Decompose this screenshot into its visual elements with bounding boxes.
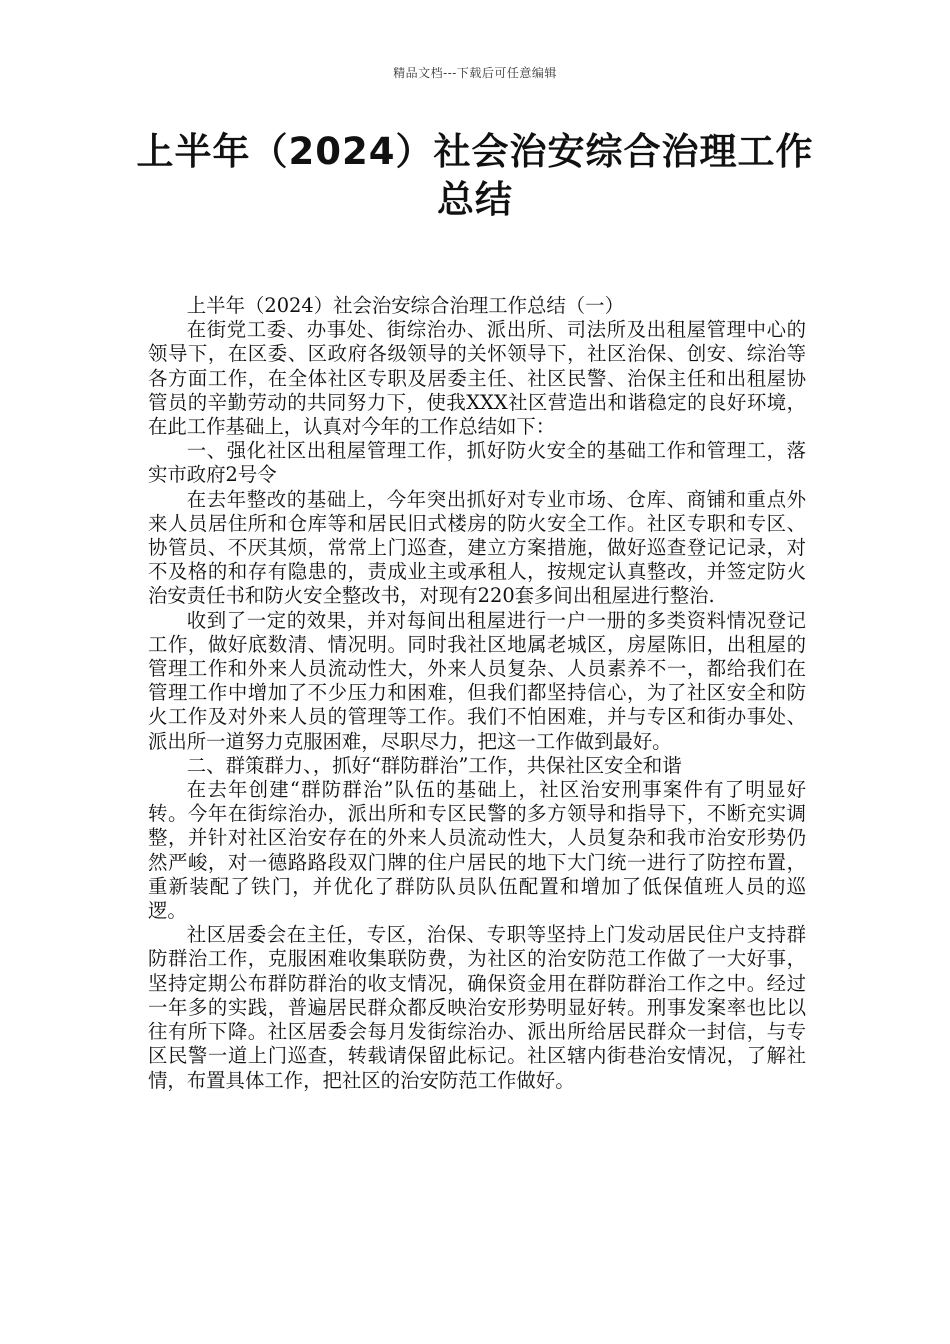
body-paragraph: 在去年创建“群防群治”队伍的基础上，社区治安刑事案件有了明显好转。今年在街综治办，派出所和专区民警的多方领导和指导下，不断充实调整，并针对社区治安存在的外来人员流动性大，人员复杂和我市治安形势仍然严峻，对一德路路段双门牌的住户居民的地下大门统一进行了防控布置，重新装配了铁门，并优化了群防队员队伍配置和增加了低保值班人员的巡逻。 bbox=[148, 778, 806, 923]
title-line-2: 总结 bbox=[437, 178, 513, 221]
section-heading: 上半年（2024）社会治安综合治理工作总结（一） bbox=[186, 294, 624, 317]
body-paragraph: 收到了一定的效果，并对每间出租屋进行一户一册的多类资料情况登记工作，做好底数清、情况明。同时我社区地属老城区，房屋陈旧，出租屋的管理工作和外来人员流动性大，外来人员复杂、人员素养不一，都给我们在管理工作中增加了不少压力和困难，但我们都坚持信心，为了社区安全和防火工作及对外来人员的管理等工作。我们不怕困难，并与专区和街办事处、派出所一道努力克服困难，尽职尽力，把这一工作做到最好。 bbox=[148, 608, 806, 753]
document-title bbox=[120, 128, 830, 224]
section-heading: 一、强化社区出租屋管理工作，抓好防火安全的基础工作和管理工，落实市政府2号令 bbox=[148, 439, 806, 487]
title-line-1: 上半年（2024）社会治安综合治理工作 bbox=[136, 130, 814, 173]
body-paragraph: 社区居委会在主任，专区，治保、专职等坚持上门发动居民住户支持群防群治工作，克服困难收集联防费，为社区的治安防范工作做了一大好事，坚持定期公布群防群治的收支情况，确保资金用在群防群治工作之中。经过一年多的实践，普遍居民群众都反映治安形势明显好转。刑事发案率也比以往有所下降。社区居委会每月发街综治办、派出所给居民群众一封信，与专区民警一道上门巡查，转载请保留此标记。社区辖内街巷治安情况，了解社情，布置具体工作，把社区的治安防范工作做好。 bbox=[148, 923, 806, 1092]
body-paragraph: 在去年整改的基础上，今年突出抓好对专业市场、仓库、商铺和重点外来人员居住所和仓库等和居民旧式楼房的防火安全工作。社区专职和专区、协管员、不厌其烦，常常上门巡查，建立方案措施，做好巡查登记记录，对不及格的和存有隐患的，责成业主或承租人，按规定认真整改，并签定防火治安责任书和防火安全整改书，对现有220套多间出租屋进行整治. bbox=[148, 487, 806, 608]
body-paragraph: 在街党工委、办事处、街综治办、派出所、司法所及出租屋管理中心的领导下，在区委、区政府各级领导的关怀领导下，社区治保、创安、综治等各方面工作，在全体社区专职及居委主任、社区民警、治保主任和出租屋协管员的辛勤劳动的共同努力下，使我XXX社区营造出和谐稳定的良好环境，在此工作基础上，认真对今年的工作总结如下： bbox=[148, 318, 806, 439]
header-note: 精品文档---下载后可任意编辑 bbox=[393, 66, 557, 80]
section-heading: 二、群策群力、，抓好“群防群治”工作，共保社区安全和谐 bbox=[186, 753, 682, 777]
document-body bbox=[148, 294, 806, 1093]
